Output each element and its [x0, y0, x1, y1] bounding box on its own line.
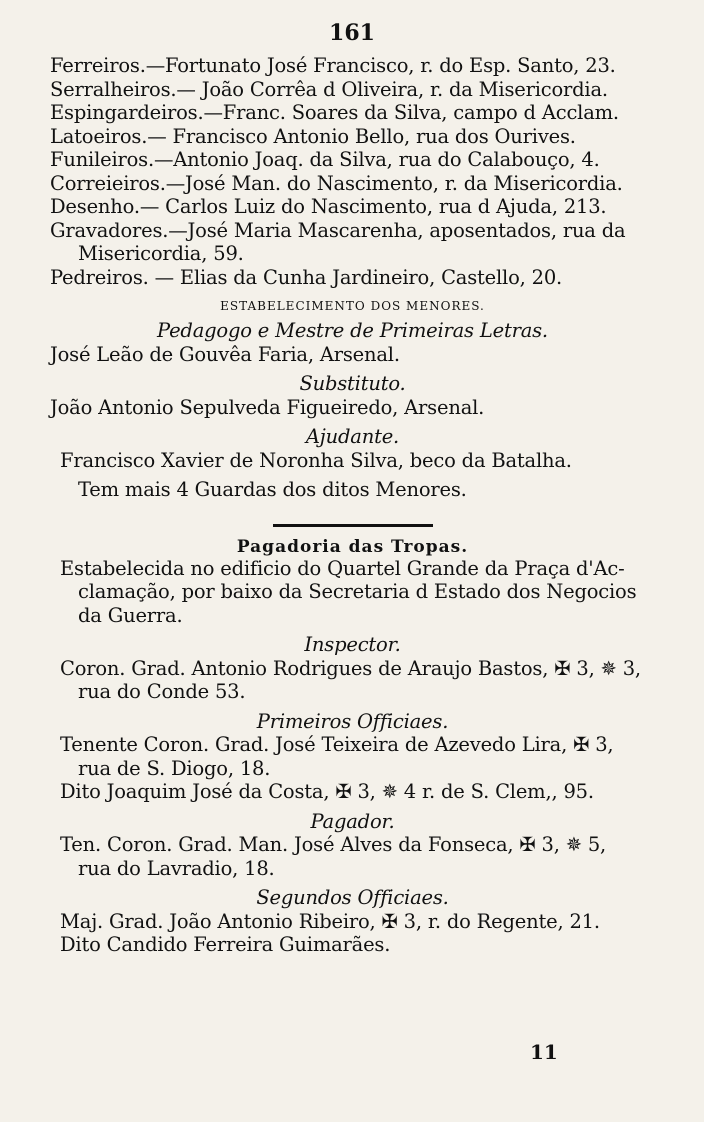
- description-line: da Guerra.: [78, 603, 183, 627]
- trade-line: Desenho.— Carlos Luiz do Nascimento, rua d Ajuda, 213.: [50, 195, 607, 218]
- role-holder: Ten. Coron. Grad. Man. José Alves da Fonseca, ✠ 3, ✵ 5,: [60, 833, 607, 856]
- role-holder: Maj. Grad. João Antonio Ribeiro, ✠ 3, r. do Regente, 21.: [60, 909, 600, 933]
- role-title: Primeiros Officiaes.: [256, 709, 449, 733]
- description-line: clamação, por baixo da Secretaria d Estado dos Negocios: [78, 580, 637, 603]
- role-title: Inspector.: [304, 633, 401, 656]
- role-title: Ajudante.: [305, 425, 400, 448]
- role-holder: José Leão de Gouvêa Faria, Arsenal.: [50, 342, 400, 366]
- role-title: Pagador.: [310, 809, 395, 833]
- role-holder: Francisco Xavier de Noronha Silva, beco da Batalha.: [60, 448, 572, 472]
- divider: [273, 524, 433, 527]
- description-line: Estabelecida no edificio do Quartel Grande da Praça d'Ac-: [60, 556, 625, 580]
- trade-line: Ferreiros.—Fortunato José Francisco, r. do Esp. Santo, 23.: [50, 54, 616, 77]
- trade-line: Espingardeiros.—Franc. Soares da Silva, campo d Acclam.: [50, 101, 619, 124]
- role-holder: Dito Candido Ferreira Guimarães.: [60, 933, 391, 956]
- trade-line: Misericordia, 59.: [78, 242, 244, 265]
- role-holder: Tenente Coron. Grad. José Teixeira de Azevedo Lira, ✠ 3,: [60, 733, 614, 756]
- role-holder: rua de S. Diogo, 18.: [78, 756, 271, 780]
- role-holder: João Antonio Sepulveda Figueiredo, Arsenal.: [50, 395, 485, 419]
- trade-line: Funileiros.—Antonio Joaq. da Silva, rua do Calabouço, 4.: [50, 148, 600, 171]
- role-holder: rua do Conde 53.: [78, 680, 246, 703]
- role-title: Substituto.: [299, 372, 406, 395]
- trade-line: Gravadores.—José Maria Mascarenha, aposentados, rua da: [50, 218, 626, 242]
- section-heading: ESTABELECIMENTO DOS MENORES.: [220, 299, 485, 313]
- trade-line: Correieiros.—José Man. do Nascimento, r. da Misericordia.: [50, 171, 623, 195]
- trade-line: Pedreiros. — Elias da Cunha Jardineiro, Castello, 20.: [50, 265, 563, 289]
- role-title: Segundos Officiaes.: [256, 886, 449, 909]
- note-line: Tem mais 4 Guardas dos ditos Menores.: [78, 478, 467, 501]
- trade-line: Serralheiros.— João Corrêa d Oliveira, r. da Misericordia.: [50, 77, 608, 101]
- page-body: [50, 54, 655, 957]
- role-holder: Dito Joaquim José da Costa, ✠ 3, ✵ 4 r. de S. Clem,, 95.: [60, 780, 594, 803]
- signature-mark: 11: [530, 1040, 558, 1064]
- role-title: Pedagogo e Mestre de Primeiras Letras.: [157, 319, 548, 342]
- role-holder: rua do Lavradio, 18.: [78, 856, 275, 880]
- trade-line: Latoeiros.— Francisco Antonio Bello, rua dos Ourives.: [50, 124, 576, 148]
- section-heading: Pagadoria das Tropas.: [236, 536, 469, 557]
- page-number: 161: [329, 20, 375, 46]
- role-holder: Coron. Grad. Antonio Rodrigues de Araujo Bastos, ✠ 3, ✵ 3,: [60, 656, 641, 680]
